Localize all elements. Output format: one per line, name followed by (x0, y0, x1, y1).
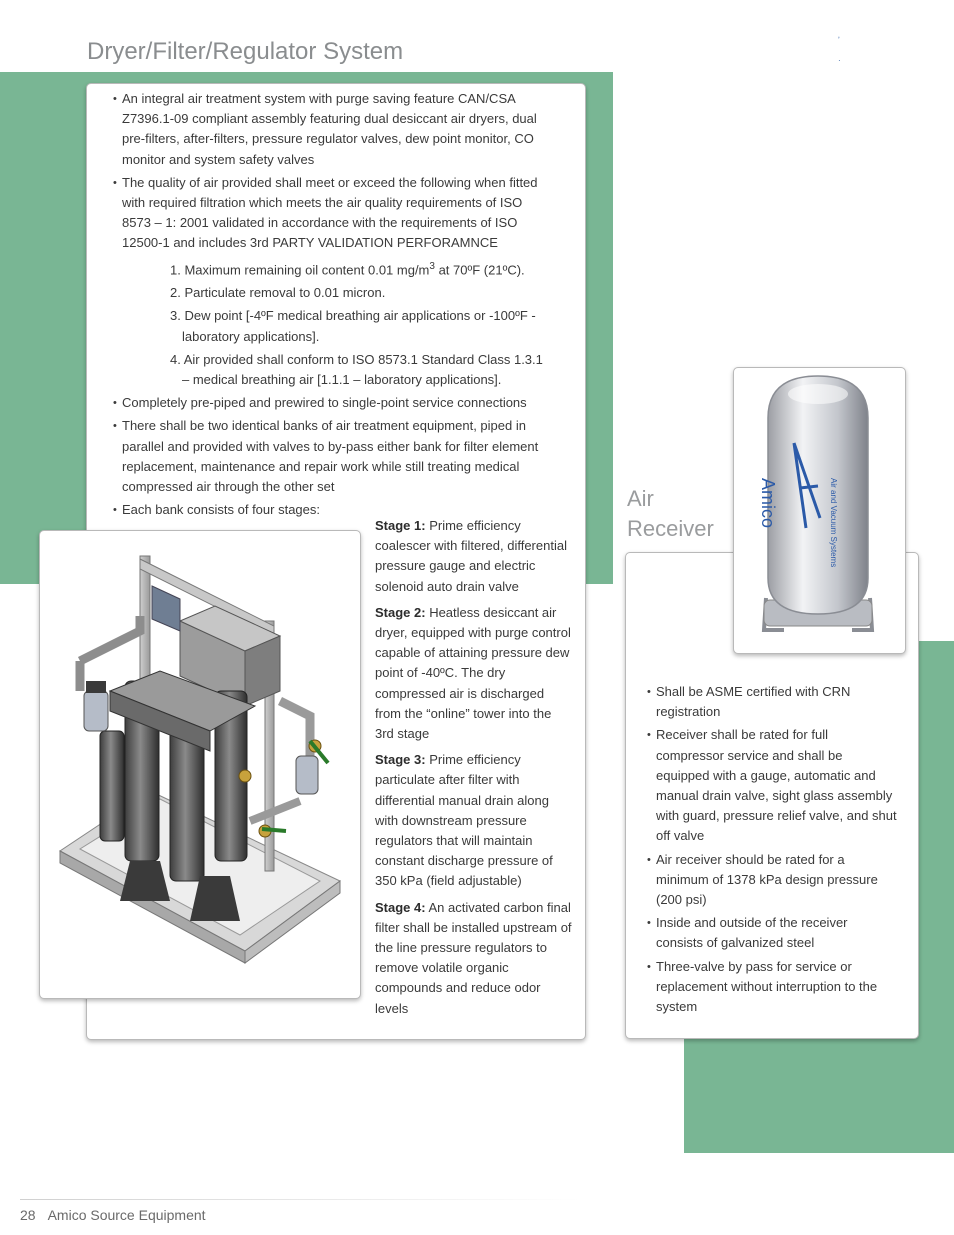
list-item: • Air receiver should be rated for a minimum of 1378 kPa design pressure (200 psi) (647, 850, 897, 911)
list-item: 2. Particulate removal to 0.01 micron. (170, 285, 386, 301)
list-item: 1. Maximum remaining oil content 0.01 $mg/m^3$ at 70ºF (21ºC). (170, 260, 525, 277)
list-item: 4. Air provided shall conform to ISO 8573.1 Standard Class 1.3.1 – medical breathing air [1.1.1 – laboratory applications]. (170, 351, 543, 387)
stage-2: Stage 2: Heatless desiccant air dryer, equipped with purge control capable of attaining pressure dew point of -40ºC. The dry compressed air is discharged from the “online” tower into the 3rd stage (375, 604, 571, 742)
page-title: Dryer/Filter/Regulator System (87, 38, 404, 65)
tank-brand-text: Amico (758, 478, 778, 529)
dryer-bullet-list-2 (113, 393, 549, 520)
footer-text: Amico Source Equipment (47, 1207, 206, 1223)
stage-1: Stage 1: Prime efficiency coalescer with filtered, differential pressure gauge and electric solenoid auto drain valve (375, 518, 567, 594)
list-item: 3. Dew point [-4ºF medical breathing air applications or -100ºF - laboratory applications]. (170, 308, 536, 344)
stage-3: Stage 3: Prime efficiency particulate after filter with differential manual drain along with downstream pressure regulators that will maintain constant discharge pressure of 350 kPa (field adjustable) (375, 752, 553, 889)
air-receiver-title: Air Receiver (627, 486, 714, 541)
list-item: • There shall be two identical banks of air treatment equipment, piped in parallel and provided with valves to by-pass either bank for filter element replacement, maintenance and repair work while still treating medical compressed air through the other set (113, 416, 549, 497)
list-item: • Completely pre-piped and prewired to single-point service connections (113, 393, 549, 413)
stages-column (375, 516, 573, 1025)
corner-mark: · (838, 56, 841, 65)
page-footer (20, 1207, 206, 1223)
page-number: 28 (20, 1207, 36, 1223)
list-item: • The quality of air provided shall meet or exceed the following when fitted with required filtration which meets the air quality requirements of ISO 8573 – 1: 2001 validated in accordance with the requirements of ISO 12500-1 and includes 3rd PARTY VALIDATION PERFORAMNCE (113, 173, 549, 254)
list-item: • Receiver shall be rated for full compressor service and shall be equipped with a gauge, automatic and manual drain valve, sight glass assembly with guard, pressure relief valve, and shut off valve (647, 725, 897, 846)
dryer-bullet-list (113, 89, 549, 254)
tank-subtitle-text: Air and Vacuum Systems (829, 478, 838, 568)
dryer-spec-content (113, 89, 549, 523)
footer-rule (20, 1199, 580, 1200)
dryer-image-card (39, 530, 361, 999)
stage-4: Stage 4: An activated carbon final filter shall be installed upstream of the line pressure regulators to remove volatile organic compounds and reduce odor levels (375, 899, 572, 1016)
list-item: • An integral air treatment system with purge saving feature CAN/CSA Z7396.1-09 compliant assembly featuring dual desiccant air dryers, dual pre-filters, after-filters, pressure regulator valves, dew point monitor, CO monitor and system safety valves (113, 89, 549, 170)
receiver-image-card (733, 367, 906, 654)
corner-mark: ʼ (838, 36, 840, 45)
list-item: • Each bank consists of four stages: (113, 500, 549, 520)
list-item: • Three-valve by pass for service or replacement without interruption to the system (647, 957, 897, 1018)
air-quality-list (170, 257, 552, 391)
list-item: • Shall be ASME certified with CRN registration (647, 682, 897, 722)
receiver-bullet-list (647, 682, 897, 1020)
list-item: • Inside and outside of the receiver consists of galvanized steel (647, 913, 897, 953)
dryer-assembly-illustration (40, 531, 358, 996)
